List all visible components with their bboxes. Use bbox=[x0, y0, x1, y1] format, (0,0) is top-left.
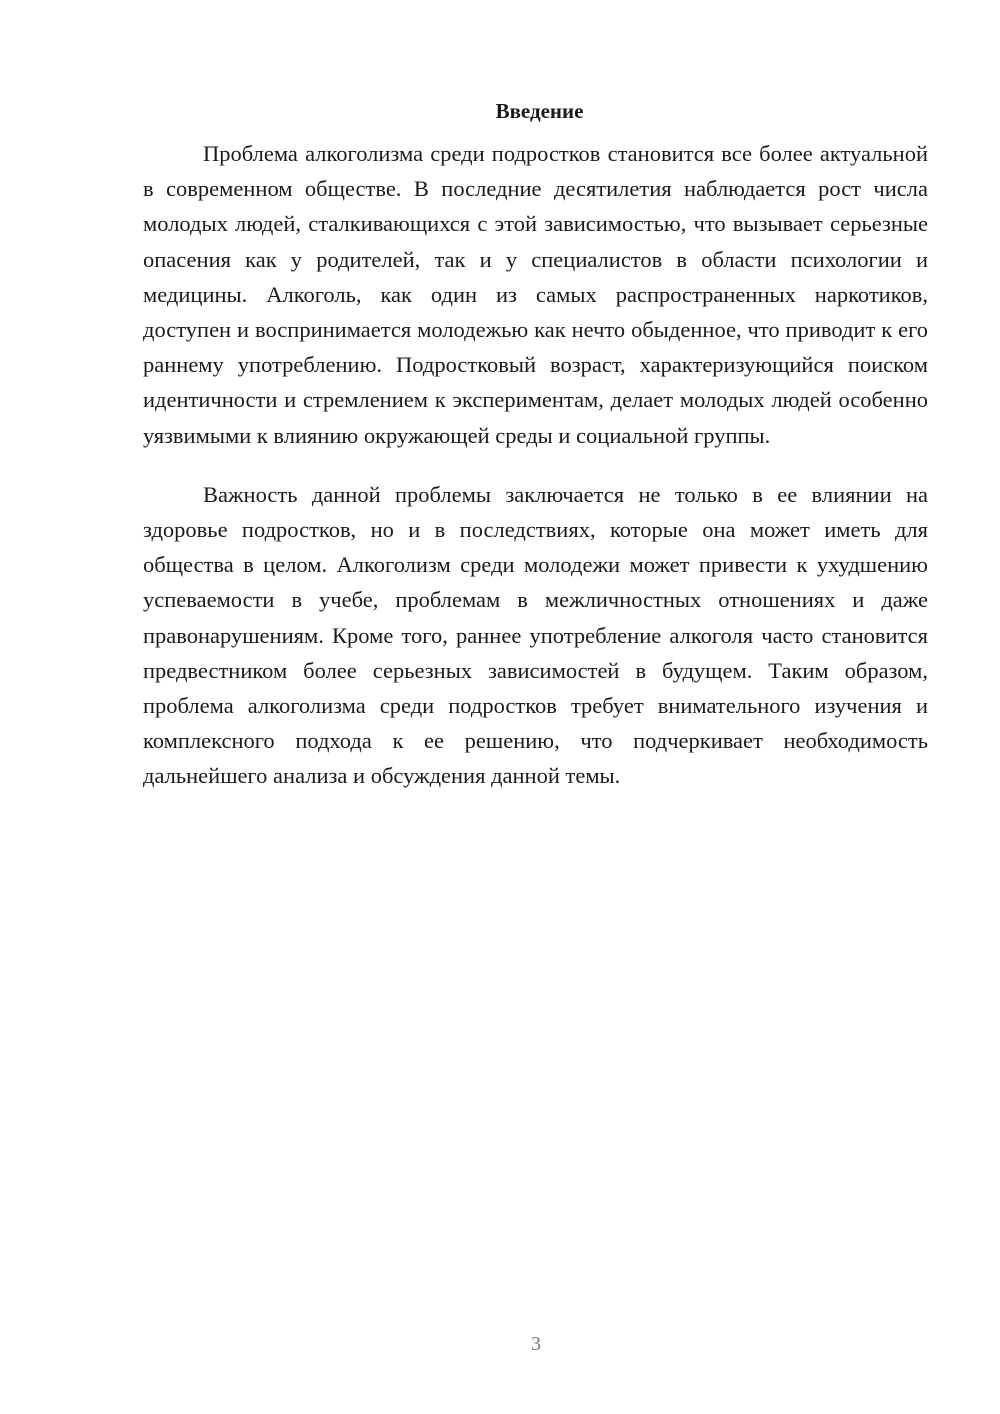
paragraph-2: Важность данной проблемы заключается не только в ее влиянии на здоровье подростков, но и в последствиях, которые она может иметь для общества в целом. Алкоголизм среди молодежи может привести к ухудшению успеваемости в учебе, проблемам в межличностных отношениях и даже правонарушениям. Кроме того, раннее употребление алкоголя часто становится предвестником более серьезных зависимостей в будущем. Таким образом, проблема алкоголизма среди подростков требует внимательного изучения и комплексного подхода к ее решению, что подчеркивает необходимость дальнейшего анализа и обсуждения данной темы. bbox=[143, 481, 928, 789]
section-heading: Введение bbox=[495, 99, 584, 123]
page-content bbox=[143, 96, 928, 794]
page-number: 3 bbox=[531, 1333, 541, 1355]
paragraph-1: Проблема алкоголизма среди подростков становится все более актуальной в современном обществе. В последние десятилетия наблюдается рост числа молодых людей, сталкивающихся с этой зависимостью, что вызывает серьезные опасения как у родителей, так и у специалистов в области психологии и медицины. Алкоголь, как один из самых распространенных наркотиков, доступен и воспринимается молодежью как нечто обыденное, что приводит к его раннему употреблению. Подростковый возраст, характеризующийся поиском идентичности и стремлением к экспериментам, делает молодых людей особенно уязвимыми к влиянию окружающей среды и социальной группы. bbox=[143, 141, 928, 448]
